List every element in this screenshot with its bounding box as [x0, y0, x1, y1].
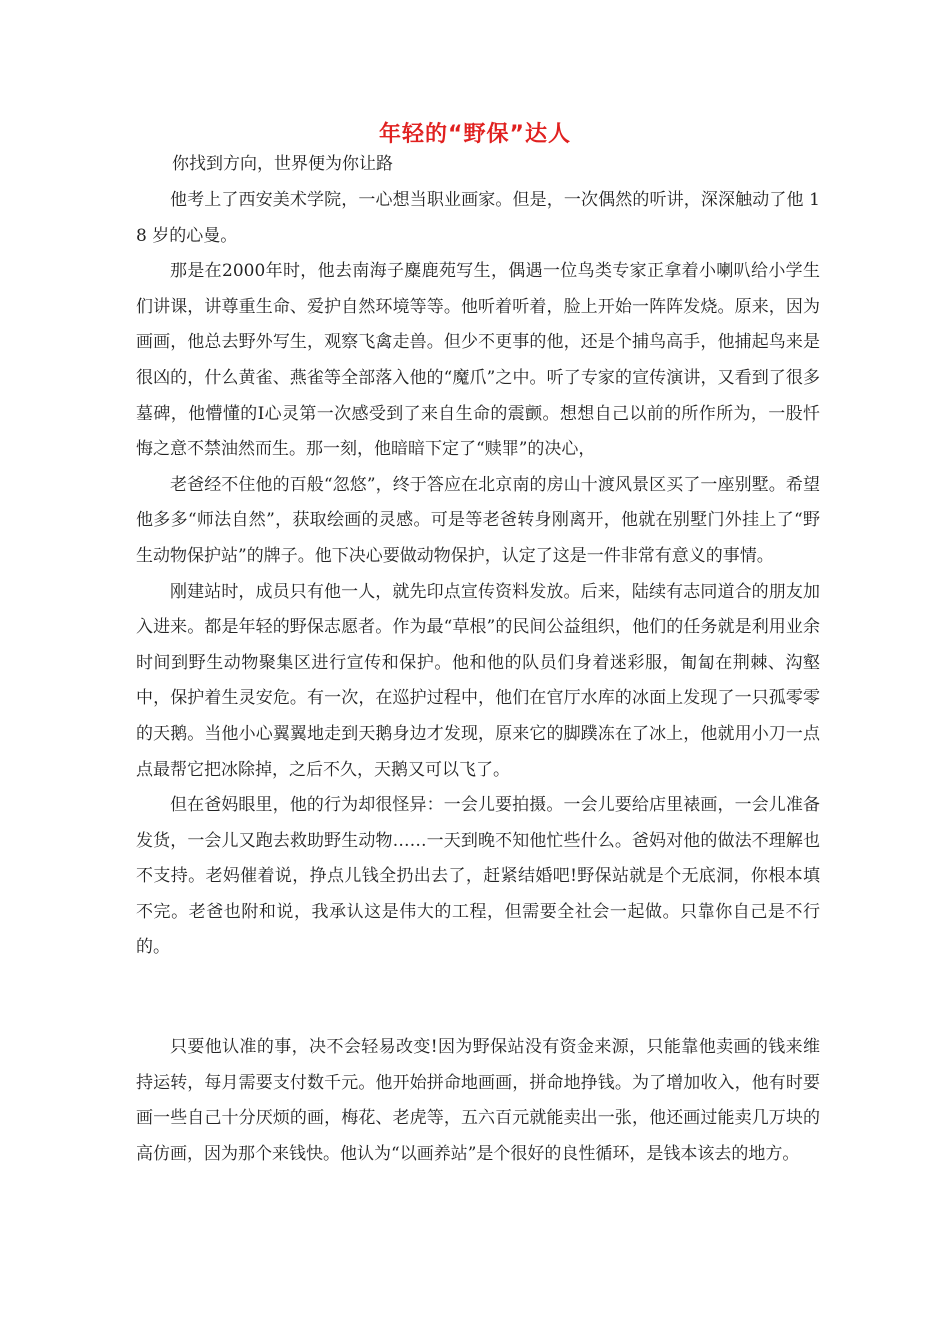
page-title: 年轻的“野保”达人: [379, 122, 571, 147]
page-subtitle: 你找到方向，世界便为你让路: [172, 154, 393, 174]
paragraph-6: 只要他认准的事，决不会轻易改变!因为野保站没有资金来源，只能靠他卖画的钱来维持运转，每月需要支付数千元。他开始拼命地画画，拼命地挣钱。为了增加收入，他有时要画一些自己十分厌烦的画，梅花、老虎等，五六百元就能卖出一张，他还画过能卖几万块的高仿画，因为那个来钱快。他认为“以画养站”是个很好的良性循环，是钱本该去的地方。: [136, 1037, 820, 1164]
paragraph-3: 老爸经不住他的百般“忽悠”，终于答应在北京南的房山十渡风景区买了一座别墅。希望他多多“师法自然”，获取绘画的灵感。可是等老爸转身刚离开，他就在别墅门外挂上了“野生动物保护站”的牌子。他下决心要做动物保护，认定了这是一件非常有意义的事情。: [136, 474, 820, 566]
paragraph-5: 但在爸妈眼里，他的行为却很怪异：一会儿要拍摄。一会儿要给店里裱画，一会儿准备发货，一会儿又跑去救助野生动物……一天到晚不知他忙些什么。爸妈对他的做法不理解也不支持。老妈催着说，挣点儿钱全扔出去了，赶紧结婚吧!野保站就是个无底洞，你根本填不完。老爸也附和说，我承认这是伟大的工程，但需要全社会一起做。只靠你自己是不行的。: [136, 795, 820, 958]
paragraph-1: 他考上了西安美术学院，一心想当职业画家。但是，一次偶然的听讲，深深触动了他 18 岁的心曼。: [136, 190, 820, 246]
paragraph-2: 那是在2000年时，他去南海子麋鹿苑写生，偶遇一位鸟类专家正拿着小喇叭给小学生们讲课，讲尊重生命、爱护自然环境等等。他听着听着，脸上开始一阵阵发烧。原来，因为画画，他总去野外写生，观察飞禽走兽。但少不更事的他，还是个捕鸟高手，他捕起鸟来是很凶的，什么黄雀、燕雀等全部落入他的“魔爪”之中。听了专家的宣传演讲，又看到了很多墓碑，他懵懂的Ⅰ心灵第一次感受到了来自生命的震颤。想想自己以前的所作所为，一股忏悔之意不禁油然而生。那一刻，他暗暗下定了“赎罪”的决心，: [136, 261, 820, 460]
article-body: [136, 183, 820, 1172]
paragraph-4: 刚建站时，成员只有他一人，就先印点宣传资料发放。后来，陆续有志同道合的朋友加入进来。都是年轻的野保志愿者。作为最“草根”的民间公益组织，他们的任务就是利用业余时间到野生动物聚集区进行宣传和保护。他和他的队员们身着迷彩服，匍匐在荆棘、沟壑中，保护着生灵安危。有一次，在巡护过程中，他们在官厅水库的冰面上发现了一只孤零零的天鹅。当他小心翼翼地走到天鹅身边才发现，原来它的脚蹼冻在了冰上，他就用小刀一点点最帮它把冰除掉，之后不久，天鹅又可以飞了。: [136, 581, 820, 780]
